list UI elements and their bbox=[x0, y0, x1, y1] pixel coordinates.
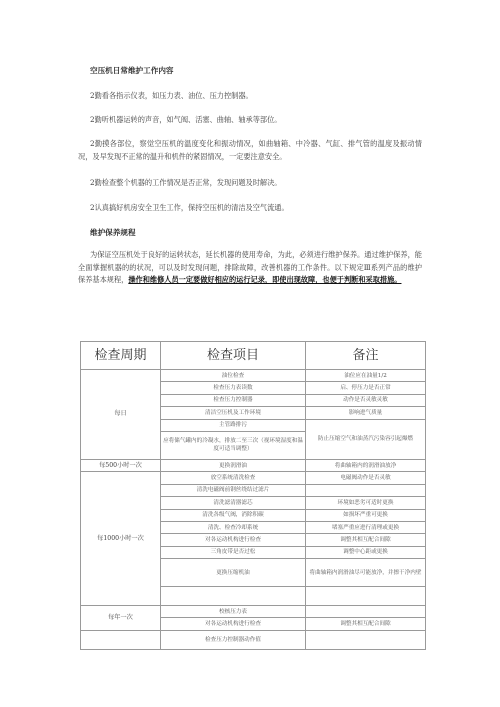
section-title-maintenance-rules: 维护保养规程 bbox=[90, 228, 136, 237]
list-item: 2勤摸各部位，察觉空压机的温度变化和振动情况，如曲轴箱、中冷器、气缸、排气管的温度及振动情况，及早发现不正常的温升和机件的紧固情况，一定要注意安全。 bbox=[78, 139, 422, 161]
note-cell: 影响进气质量 bbox=[306, 407, 426, 419]
item-cell: 应将储气罐内的冷凝水，排放二至三次（视环境湿度和温度可适当调整） bbox=[161, 431, 306, 459]
intro-text: 为保证空压机处于良好的运转状态，延长机器的使用寿命，为此，必须进行维护保养。通过维护保养，能全面掌握机器的的状况，可以及时发现问题，排除故障，改善机器的工作条件。以下规定Ⅲ系列产品的维护保养基本规程， bbox=[78, 250, 422, 285]
table-row bbox=[81, 630, 426, 649]
period-1000h: 每1000小时一次 bbox=[81, 472, 161, 606]
item-cell: 检查压力控制器动作值 bbox=[161, 630, 306, 649]
maintenance-schedule-table bbox=[80, 341, 426, 650]
list-item: 2勤看各指示仪表，如压力表、油位、压力控制器。 bbox=[90, 91, 253, 100]
table-row bbox=[81, 606, 426, 618]
item-cell: 清洗电磁阀前钢丝绕结过滤片 bbox=[161, 484, 306, 496]
list-item: 2勤检查整个机器的工作情况是否正常，发现问题及时解决。 bbox=[90, 178, 282, 187]
note-cell: 动作是否灵敏灵敏 bbox=[306, 394, 426, 406]
header-item: 检查项目 bbox=[161, 342, 306, 370]
item-cell: 三角皮带是否过松 bbox=[161, 546, 306, 558]
item-cell: 清洗、检查冷却系统 bbox=[161, 521, 306, 533]
period-daily: 每日 bbox=[81, 370, 161, 460]
item-cell: 放空系统清洗检查 bbox=[161, 472, 306, 484]
note-cell: 电磁阀动作是否灵敏 bbox=[306, 472, 426, 484]
item-cell: 油位检查 bbox=[161, 370, 306, 382]
list-item: 2认真搞好机房安全卫生工作，保持空压机的清洁及空气流通。 bbox=[90, 203, 289, 212]
note-cell: 调整中心距或更换 bbox=[306, 546, 426, 558]
item-cell: 清洁空压机及工作环境 bbox=[161, 407, 306, 419]
list-item: 2勤听机器运转的声音，如气阀、活塞、曲轴、轴承等部位。 bbox=[90, 115, 282, 124]
item-cell: 主管路排污 bbox=[161, 419, 306, 431]
period-cell bbox=[81, 630, 161, 649]
table-row bbox=[81, 459, 426, 471]
note-cell: 调整其相互配合间隙 bbox=[306, 534, 426, 546]
header-period: 检查周期 bbox=[81, 342, 161, 370]
item-cell: 更换压缩机油 bbox=[161, 559, 306, 587]
item-cell: 更换润滑油 bbox=[161, 459, 306, 471]
item-cell: 检查压力表读数 bbox=[161, 382, 306, 394]
item-cell: 对各运动机构进行检查 bbox=[161, 618, 306, 630]
item-cell bbox=[161, 587, 306, 606]
item-cell: 检查压力控制器 bbox=[161, 394, 306, 406]
table-row bbox=[81, 370, 426, 382]
item-cell: 清洗滤清器滤芯 bbox=[161, 497, 306, 509]
intro-paragraph bbox=[78, 249, 422, 287]
period-yearly: 每年一次 bbox=[81, 606, 161, 631]
section-title-daily-maintenance: 空压机日常维护工作内容 bbox=[90, 66, 174, 75]
note-cell: 调整其相互配合间隙 bbox=[306, 618, 426, 630]
period-500h: 每500小时一次 bbox=[81, 459, 161, 471]
note-cell: 防止压缩空气和油蒸汽污染容引起爆燃 bbox=[306, 419, 426, 459]
note-cell: 将曲轴箱内润滑油尽可能放净，并擦干净内壁 bbox=[306, 559, 426, 587]
intro-emphasis: 操作和维修人员一定要做好相应的运行记录，即使出现故障，也便于判断和采取措施。 bbox=[128, 275, 402, 285]
header-note: 备注 bbox=[306, 342, 426, 370]
note-cell bbox=[306, 606, 426, 618]
table-row bbox=[81, 472, 426, 484]
item-cell: 对各运动机构进行检查 bbox=[161, 534, 306, 546]
note-cell bbox=[306, 484, 426, 496]
note-cell: 堵塞严重应进行清理或更换 bbox=[306, 521, 426, 533]
item-cell: 校核压力表 bbox=[161, 606, 306, 618]
note-cell: 将曲轴箱内的润滑油放净 bbox=[306, 459, 426, 471]
table-header-row bbox=[81, 342, 426, 370]
note-cell bbox=[306, 587, 426, 606]
note-cell: 启、停压力是否正常 bbox=[306, 382, 426, 394]
note-cell: 环境如恶劣可适时更换 bbox=[306, 497, 426, 509]
note-cell: 油位应在油量1/2 bbox=[306, 370, 426, 382]
note-cell bbox=[306, 630, 426, 649]
item-cell: 清洗各级气阀，消除积碳 bbox=[161, 509, 306, 521]
note-cell: 如损坏严重可更换 bbox=[306, 509, 426, 521]
